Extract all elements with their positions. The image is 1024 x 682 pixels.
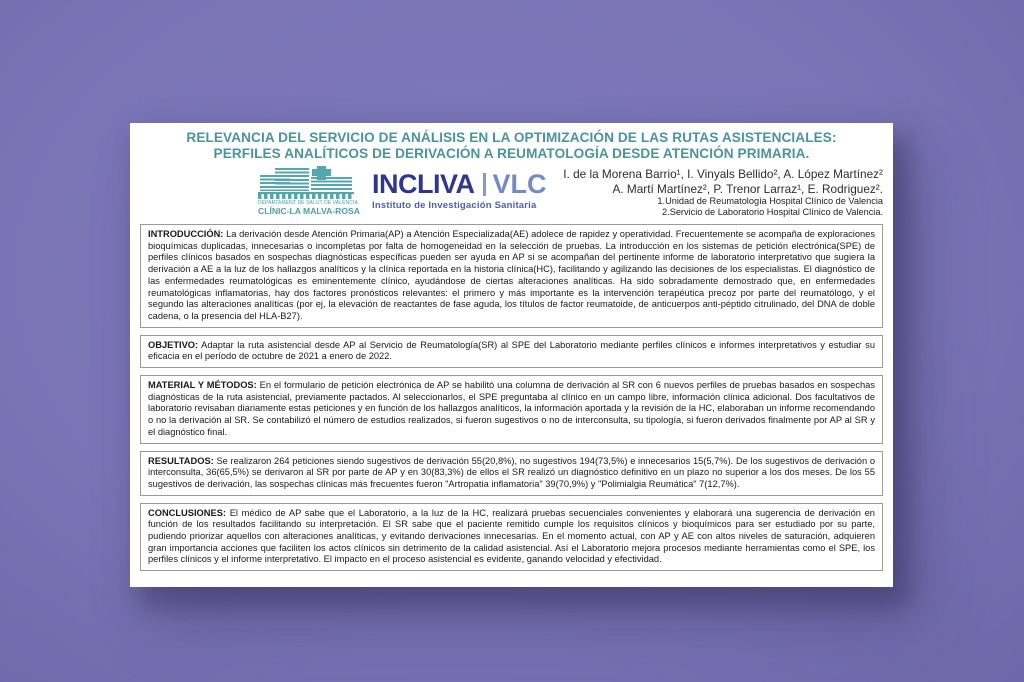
section-material-metodos-label: MATERIAL Y MÉTODOS: bbox=[148, 380, 257, 391]
clinic-malva-rosa-logo bbox=[258, 166, 360, 216]
clinic-logo-department-text: DEPARTAMENT DE SALUT DE VALÈNCIA bbox=[258, 200, 358, 206]
section-objetivo-text: Adaptar la ruta asistencial desde AP al Servicio de Reumatología(SR) al SPE del Laboratorio mediante perfiles clínicos e informes interpretativos y estudiar su eficacia en el período de octubre de 2021 a enero de 2022. bbox=[148, 339, 875, 362]
authors-block bbox=[563, 166, 883, 218]
affiliation-2: 2.Servicio de Laboratorio Hospital Clínico de Valencia. bbox=[662, 207, 883, 217]
medical-cross-icon bbox=[312, 169, 331, 176]
incliva-separator-bar bbox=[483, 173, 486, 196]
section-material-metodos-text: En el formulario de petición electrónica de AP se habilitó una columna de derivación al SR con 6 nuevos perfiles de pruebas basados en sospechas diagnósticas de la ruta asistencial, previamente pactados. Al seleccionarlos, el SPE preguntaba al clínico en un campo libre, información clínica adicional. Dos facultativos de laboratorio revisaban diariamente estas peticiones y en función de los hallazgos analíticos, la información aportada y la revisión de la HC, elaboraban un informe recomendando o no la derivación al SR. Se contabilizó el número de estudios realizados, si fueron sugestivos o no de interconsulta, su tipología, si fueron derivados finalmente por AP al SR y el diagnóstico final. bbox=[148, 380, 875, 437]
poster-page bbox=[130, 123, 893, 587]
section-objetivo-label: OBJETIVO: bbox=[148, 339, 199, 350]
section-material-metodos bbox=[140, 375, 883, 444]
building-block-mid bbox=[275, 168, 309, 191]
poster-title bbox=[140, 130, 883, 161]
authors-line-1: I. de la Morena Barrio¹, I. Vinyals Bellido², A. López Martínez² bbox=[563, 167, 883, 181]
section-resultados-text: Se realizaron 264 peticiones siendo sugestivos de derivación 55(20,8%), no sugestivos 194(73,5%) e innecesarios 15(5,7%). De los sugestivos de derivación o interconsulta, 36(65,5%) se derivaron al SR por parte de AP y en 30(83,3%) de ellos el SR realizó un diagnóstico definitivo en un plazo no superior a los dos meses. De los 55 sugestivos de derivación, las sospechas clínicas más frecuentes fueron "Artropatia inflamatoria" 39(70,9%) y "Polimialgia Reumática" 7(12,7%). bbox=[148, 455, 875, 489]
poster-title-line2: PERFILES ANALÍTICOS DE DERIVACIÓN A REUMATOLOGÍA DESDE ATENCIÓN PRIMARIA. bbox=[213, 145, 810, 161]
incliva-logo-row bbox=[372, 171, 547, 198]
incliva-brand-text: INCLIVA bbox=[372, 169, 475, 199]
section-introduccion-text: La derivación desde Atención Primaria(AP) a Atención Especializada(AE) adolece de rapidez y operatividad. Frecuentemente se acompaña de exploraciones bioquímicas duplicadas, innecesarias o incompletas por falta de homogeneidad en la selección de pruebas. La introducción en los sistemas de petición electrónica(SPE) de perfiles clínicos basados en sospechas diagnósticas específicas pueden ser ayuda en AP si se acompañan del pertinente informe de laboratorio interpretativo que sugiera la derivación a AE a la luz de los hallazgos analíticos y la clínica reportada en la historia clínica(HC), facilitando y agilizando las decisiones de los especialistas. El diagnóstico de las enfermedades reumatológicas es eminentemente clínico, ayudándose de ciertas alteraciones analíticas. Ha sido sobradamente demostrado que, en enfermedades reumatológicas inflamatorias, hay dos factores pronósticos relevantes: el primero y más importante es la intervención terapéutica precoz por parte del reumatólogo, y el segundo las alteraciones analíticas (por ej, la elevación de reactantes de fase aguda, los títulos de factor reumatoide, de anticuerpos anti-péptido citrulinado, del DNA de doble cadena, o la presencia del HLA-B27). bbox=[148, 229, 875, 321]
poster-header bbox=[140, 166, 883, 218]
section-conclusiones-text: El médico de AP sabe que el Laboratorio, a la luz de la HC, realizará pruebas secuenciales convenientes y elaborará una sugerencia de derivación en función de los resultados facilitando su interpretación. El SR sabe que el paciente remitido cumple los requisitos clínicos y bioquímicos para ser estudiado por su parte, pudiendo priorizar aquellos con alteraciones analíticas, y evitando derivaciones innecesarias. En el momento actual, con AP y AE con altos niveles de saturación, adquieren gran importancia acciones que faciliten los actos clínicos sin detrimento de la calidad asistencial. Así el Laboratorio mejora procesos mediante herramientas como el SPE, los perfiles clínicos y el informe interpretativo. El impacto en el proceso asistencial es evidente, ganando velocidad y efectividad. bbox=[148, 507, 875, 565]
section-introduccion bbox=[140, 224, 883, 328]
poster-title-line1: RELEVANCIA DEL SERVICIO DE ANÁLISIS EN LA OPTIMIZACIÓN DE LAS RUTAS ASISTENCIALES: bbox=[186, 130, 837, 145]
section-introduccion-label: INTRODUCCIÓN: bbox=[148, 229, 224, 239]
section-conclusiones bbox=[140, 503, 883, 572]
incliva-logo bbox=[372, 166, 547, 211]
section-resultados-label: RESULTADOS: bbox=[148, 455, 214, 466]
authors-line-2: A. Martí Martínez², P. Trenor Larraz¹, E. Rodriguez². bbox=[612, 181, 883, 196]
building-arcade bbox=[258, 192, 354, 199]
logo-group bbox=[258, 166, 547, 216]
incliva-subtitle: Instituto de Investigación Sanitaria bbox=[372, 200, 537, 211]
incliva-vlc-text: VLC bbox=[492, 169, 547, 199]
hospital-building-icon bbox=[258, 166, 354, 199]
clinic-logo-name-text: CLÍNIC-LA MALVA-ROSA bbox=[258, 206, 360, 216]
section-resultados bbox=[140, 451, 883, 496]
section-objetivo bbox=[140, 335, 883, 368]
section-conclusiones-label: CONCLUSIONES: bbox=[148, 507, 226, 518]
affiliation-1: 1.Unidad de Reumatología Hospital Clínico de Valencia bbox=[657, 196, 883, 206]
